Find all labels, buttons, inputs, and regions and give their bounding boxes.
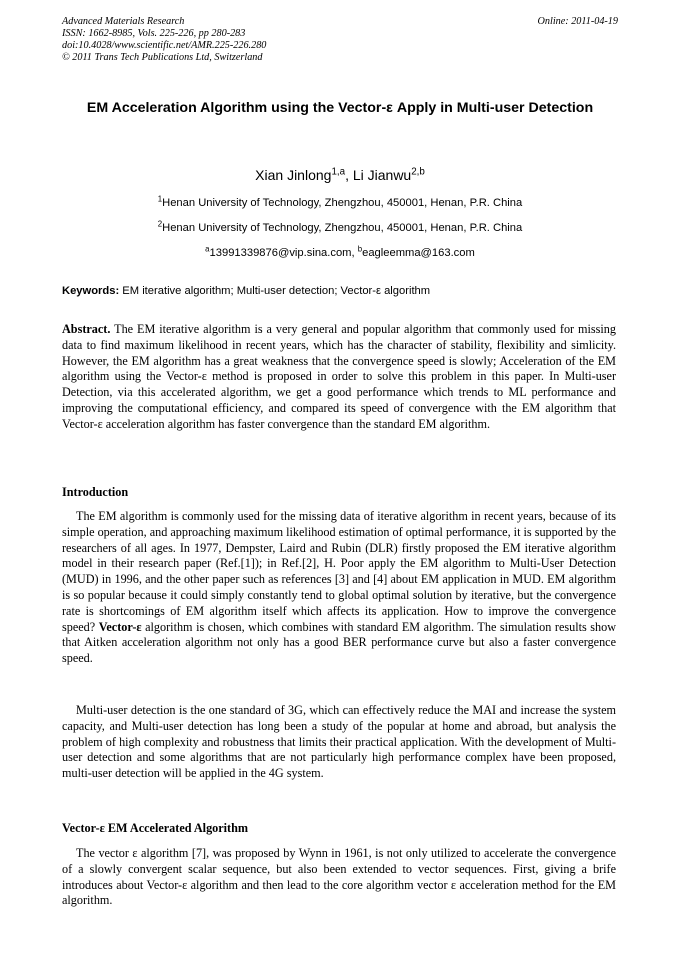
copyright-line: © 2011 Trans Tech Publications Ltd, Switzerland	[62, 52, 263, 63]
email-superscript: b	[357, 244, 363, 254]
paragraph-text: algorithm is chosen, which combines with standard EM algorithm. The simulation results show that Aitken acceleration algorithm not only has a good BER performance curve but also a faster convergence speed.	[62, 619, 616, 666]
journal-header	[62, 16, 618, 64]
section-heading-vector-epsilon: Vector-ε EM Accelerated Algorithm	[62, 821, 249, 835]
bold-term: Vector-ε	[98, 619, 142, 634]
author-superscript: 1,a	[331, 166, 346, 178]
abstract-text: The EM iterative algorithm is a very general and popular algorithm that commonly used for missing data to find maximum likelihood in recent years, which has the character of stability, flexibility and simlicity. However, the EM algorithm has a great weakness that the convergence speed is slowly; Acceleration of the EM algorithm using the Vector-ε method is proposed in order to solve this problem in this paper. In Multi-user Detection, via this accelerated algorithm, we get a good performance which trends to ML performance and improving the computational efficiency, and compared its speed of convergence with the EM algorithm that Vector-ε acceleration algorithm has faster convergence than the standard EM algorithm.	[62, 322, 616, 431]
affiliation-text: Henan University of Technology, Zhengzhou, 450001, Henan, P.R. China	[162, 222, 523, 234]
affiliation-superscript: 2	[157, 219, 163, 229]
affiliation-text: Henan University of Technology, Zhengzhou, 450001, Henan, P.R. China	[162, 197, 523, 209]
keywords	[62, 284, 618, 298]
email-superscript: a	[205, 244, 210, 254]
keywords-text: EM iterative algorithm; Multi-user detection; Vector-ε algorithm	[119, 285, 431, 297]
doi-line: doi:10.4028/www.scientific.net/AMR.225-226.280	[62, 40, 267, 51]
abstract-label: Abstract.	[62, 322, 111, 336]
paragraph-text: The EM algorithm is commonly used for the missing data of iterative algorithm in recent years, because of its simple operation, and approaching maximum likelihood estimation of optimal performance, it is supported by the researchers of all ages. In 1977, Dempster, Laird and Rubin (DLR) firstly proposed the EM iterative algorithm model in their research paper (Ref.[1]); in Ref.[2], H. Poor apply the EM algorithm to Multi-User Detection (MUD) in 1996, and the other paper such as references [3] and [4] about EM application in MUD. EM algorithm is so popular because it could simply constantly tend to global optimal solution by iterative, but the convergence rate is shortcomings of EM algorithm itself which affects its application. How to improve the convergence speed?	[62, 509, 616, 634]
author-name: Li Jianwu	[352, 167, 412, 183]
introduction-paragraph-1	[62, 509, 616, 667]
issn-line: ISSN: 1662-8985, Vols. 225-226, pp 280-283	[62, 28, 246, 39]
email-line	[62, 246, 618, 260]
author-name: Xian Jinlong	[255, 167, 332, 183]
keywords-label: Keywords:	[62, 285, 120, 297]
abstract-paragraph	[62, 322, 616, 433]
paper-title: EM Acceleration Algorithm using the Vector-ε Apply in Multi-user Detection	[86, 100, 594, 116]
online-date: Online: 2011-04-19	[537, 16, 618, 27]
introduction-paragraph-2: Multi-user detection is the one standard of 3G, which can effectively reduce the MAI and increase the system capacity, and Multi-user detection has long been a study of the popular at home and abroad, but analysis the problem of high complexity and robustness that limits their practical application. With the development of Multi-user detection and some algorithms that are not particularly high performance complex have been proposed, multi-user detection will be applied in the 4G system.	[62, 703, 616, 781]
author-separator: ,	[345, 167, 353, 183]
section-heading-introduction: Introduction	[62, 485, 129, 499]
email-link[interactable]: 13991339876@vip.sina.com,	[209, 247, 358, 259]
email-link[interactable]: eagleemma@163.com	[362, 247, 475, 259]
section2-paragraph-1: The vector ε algorithm [7], was proposed by Wynn in 1961, is not only utilized to accelerate the convergence of a slowly convergent scalar sequence, but also been extended to vector sequences. First, giving a brife introduces about Vector-ε algorithm and then lead to the core algorithm vector ε acceleration method for the EM algorithm.	[62, 846, 616, 908]
author-line	[62, 166, 618, 184]
affiliation-1	[62, 196, 618, 210]
affiliation-2	[62, 221, 618, 235]
author-superscript: 2,b	[411, 166, 425, 178]
affiliation-superscript: 1	[157, 194, 163, 204]
journal-name: Advanced Materials Research	[62, 16, 185, 27]
